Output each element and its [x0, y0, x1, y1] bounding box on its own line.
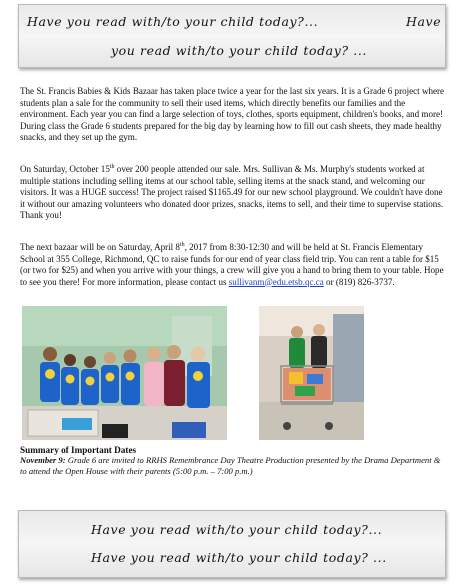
sale-results-paragraph [20, 162, 445, 222]
contact-email-link[interactable]: sullivanm@edu.etsb.qc.ca [228, 276, 324, 287]
important-date-item [20, 455, 445, 476]
students-group-photo [22, 306, 227, 440]
banner-bottom-line1: Have you read with/to your child today?... [91, 522, 383, 537]
p3-superscript: th [179, 242, 185, 248]
p2-text-start: On Saturday, October 15 [20, 164, 110, 175]
p2-text-end: over 200 people attended our sale. Mrs. Sullivan & Ms. Murphy's students worked at multiple stations including selling items at our school table, selling items at the snack stand, and welcoming our visitors. It was a HUGE success! The project raised $1165.49 for our new school playground. We couldn't have done it without our amazing volunteers who donated door prizes, snacks, items to sell, and their time to supervise stations. Thank you! [20, 164, 444, 221]
banner-bottom-line2: Have you read with/to your child today? ... [91, 550, 387, 565]
banner-top-line1-right: Have [406, 14, 442, 29]
banner-top-line2: you read with/to your child today? ... [111, 43, 367, 58]
shopping-cart-photo [259, 306, 364, 440]
date-label: November 9: [20, 455, 66, 465]
banner-top-line1-left: Have you read with/to your child today?... [27, 14, 319, 29]
date-description: Grade 6 are invited to RRHS Remembrance Day Theatre Production presented by the Drama Department & to attend the Open House with their parents (5:00 p.m. – 7:00 p.m.) [20, 455, 441, 476]
p3-text-middle: , 2017 from 8:30-12:30 and will be held at St. Francis Elementary School at 355 College, Richmond, QC to raise funds for our end of year class field trip. You can rent a table for $15 (or two for $25) and when you arrive with your things, a crew will give you a hand to bring them to your table. Hope to see you there! For more information, please contact us [20, 242, 444, 287]
bottom-reading-banner [18, 510, 446, 578]
p3-text-start: The next bazaar will be on Saturday, April 8 [20, 242, 180, 253]
p2-superscript: th [109, 164, 115, 170]
summary-dates-heading: Summary of Important Dates [20, 445, 137, 455]
p3-text-end: or (819) 826-3737. [323, 276, 395, 287]
bazaar-intro-paragraph: The St. Francis Babies & Kids Bazaar has taken place twice a year for the last six years. It is a Grade 6 project where students plan a sale for the community to sell their used items, which directly benefits our families and the environment. Each year you can find a large selection of toys, clothes, sports equipment, children's books, and more! During class the Grade 6 students prepared for the big day by learning how to fill out cash sheets, they made healthy snacks, and they set up the gym. [20, 86, 445, 142]
next-bazaar-paragraph [20, 240, 445, 288]
top-reading-banner [18, 4, 446, 68]
